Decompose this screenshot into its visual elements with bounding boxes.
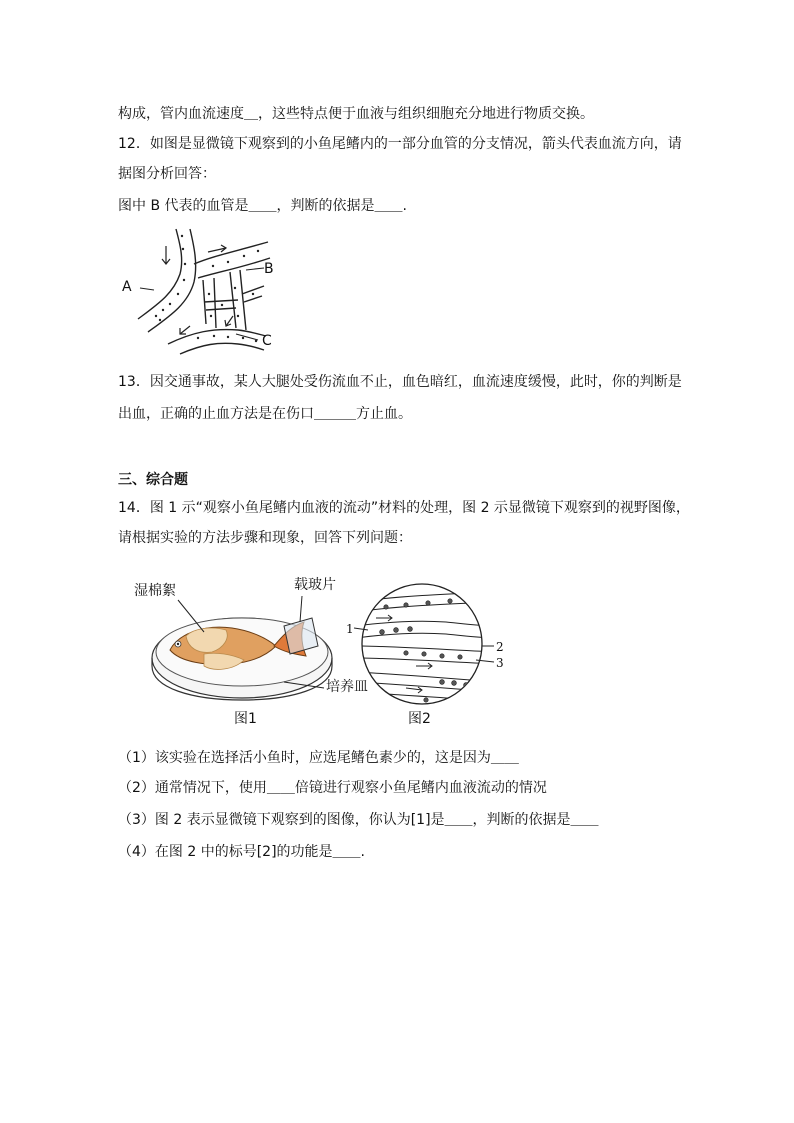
- label-2: 2: [496, 640, 504, 654]
- q12-text-line2: 据图分析回答：: [118, 166, 216, 182]
- vessel-branch-figure: [118, 224, 288, 356]
- label-3: 3: [496, 656, 504, 670]
- q14-text-line1: 14．图 1 示“观察小鱼尾鳍内血液的流动”材料的处理，图 2 示显微镜下观察到的视野图像，: [118, 500, 690, 516]
- label-a: A: [122, 279, 132, 295]
- q14-text-line2: 请根据实验的方法步骤和现象，回答下列问题：: [118, 530, 412, 546]
- figure-2-caption: 图2: [408, 711, 431, 727]
- q12-text-line1: 12．如图是显微镜下观察到的小鱼尾鳍内的一部分血管的分支情况，箭头代表血流方向，请: [118, 136, 682, 152]
- q13-text-line1: 13．因交通事故，某人大腿处受伤流血不止，血色暗红，血流速度缓慢，此时，你的判断是: [118, 374, 682, 390]
- label-petri-dish: 培养皿: [326, 679, 368, 695]
- section-title: 三、综合题: [118, 472, 188, 488]
- label-1: 1: [346, 622, 354, 636]
- q14-sub2: （2）通常情况下，使用＿＿倍镜进行观察小鱼尾鳍内血液流动的情况: [118, 780, 547, 796]
- q14-sub4: （4）在图 2 中的标号[2]的功能是＿＿.: [118, 844, 365, 860]
- q12-question: 图中 B 代表的血管是＿＿，判断的依据是＿＿.: [118, 198, 407, 214]
- q13-text-line2: 出血，正确的止血方法是在伤口＿＿＿方止血。: [118, 406, 412, 422]
- label-glass-slide: 载玻片: [294, 577, 336, 593]
- q14-sub1: （1）该实验在选择活小鱼时，应选尾鳍色素少的，这是因为＿＿: [118, 750, 519, 766]
- label-wet-cotton: 湿棉絮: [134, 583, 176, 599]
- figure-1: [134, 574, 368, 730]
- q11-text: 构成，管内血流速度＿，这些特点便于血液与组织细胞充分地进行物质交换。: [118, 106, 594, 122]
- figure-1-caption: 图1: [234, 711, 257, 727]
- label-b: B: [264, 261, 274, 277]
- figure-2: [346, 582, 506, 732]
- label-c: C: [262, 333, 272, 349]
- q14-sub3: （3）图 2 表示显微镜下观察到的图像，你认为[1]是＿＿，判断的依据是＿＿: [118, 812, 599, 828]
